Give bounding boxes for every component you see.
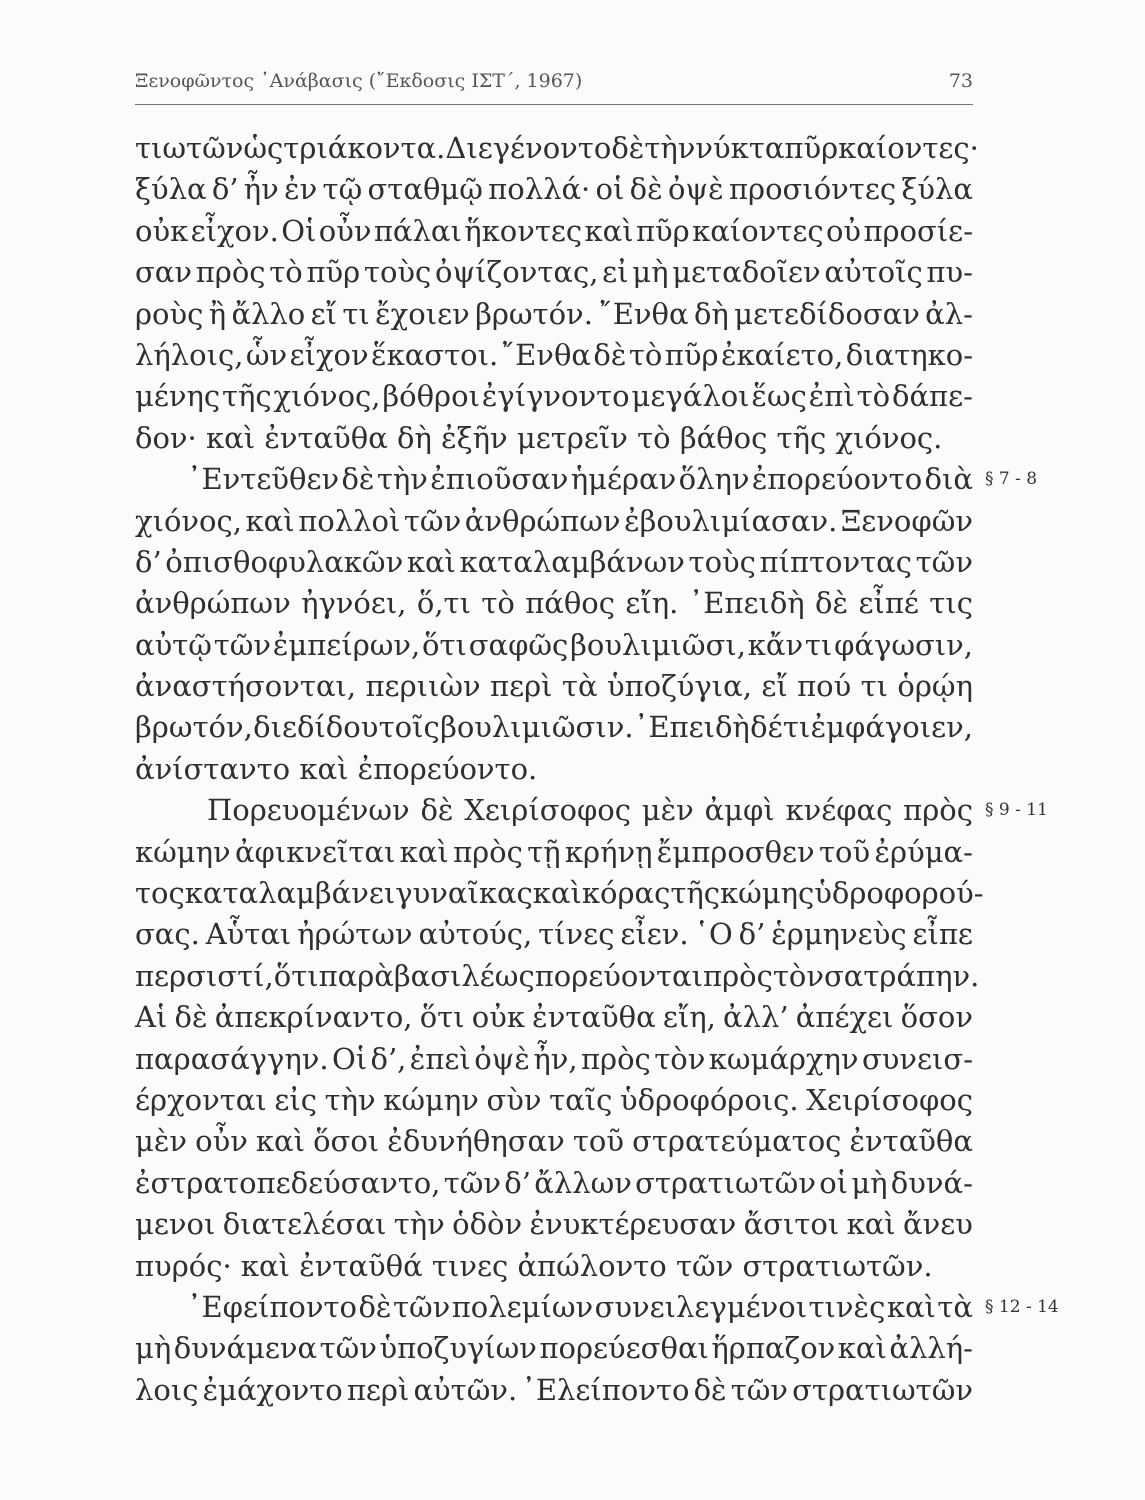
text-line: λοις ἐμάχοντο περὶ αὐτῶν. ᾿Ελείποντο δὲ τῶν στρατιωτῶν — [135, 1372, 973, 1407]
text-line: μὴ δυνάμενα τῶν ὑποζυγίων πορεύεσθαι ἥρπαζον καὶ ἀλλή- — [135, 1331, 973, 1366]
text-line: δ’ ὀπισθοφυλακῶν καὶ καταλαμβάνων τοὺς πίπτοντας τῶν — [135, 544, 973, 579]
text-line: ᾿Εντεῦθεν δὲ τὴν ἐπιοῦσαν ἡμέραν ὅλην ἐπορεύοντο διὰ — [187, 462, 973, 497]
text-line: ροὺς ἢ ἄλλο εἴ τι ἔχοιεν βρωτόν. ῎Ενθα δὴ μετεδίδοσαν ἀλ- — [135, 296, 973, 331]
section-marker: § 7 - 8 — [985, 469, 1038, 490]
text-line: δον· καὶ ἐνταῦθα δὴ ἐξῆν μετρεῖν τὸ βάθος τῆς χιόνος. — [135, 420, 943, 455]
page-number: 73 — [948, 70, 973, 92]
text-line: τιωτῶν ὡς τριάκοντα. Διεγένοντο δὲ τὴν νύκτα πῦρ καίοντες· — [135, 131, 979, 165]
text-line: ξύλα δ’ ἦν ἐν τῷ σταθμῷ πολλά· οἱ δὲ ὀψὲ προσιόντες ξύλα — [135, 172, 973, 207]
text-line: Αἱ δὲ ἀπεκρίναντο, ὅτι οὐκ ἐνταῦθα εἴη, ἀλλ’ ἀπέχει ὅσον — [135, 1000, 973, 1035]
text-line: οὐκ εἶχον. Οἱ οὖν πάλαι ἥκοντες καὶ πῦρ καίοντες οὐ προσίε- — [135, 213, 973, 248]
text-line: μὲν οὖν καὶ ὅσοι ἐδυνήθησαν τοῦ στρατεύματος ἐνταῦθα — [135, 1124, 973, 1159]
text-line: βρωτόν, διεδίδου τοῖς βουλιμιῶσιν. ᾿Επειδὴ δέ τι ἐμφάγοιεν, — [135, 710, 973, 745]
text-line: κώμην ἀφικνεῖται καὶ πρὸς τῇ κρήνῃ ἔμπροσθεν τοῦ ἐρύμα- — [135, 834, 973, 869]
text-line: παρασάγγην. Οἱ δ’, ἐπεὶ ὀψὲ ἦν, πρὸς τὸν κωμάρχην συνεισ- — [135, 1041, 973, 1076]
text-line: σαν πρὸς τὸ πῦρ τοὺς ὀψίζοντας, εἰ μὴ μεταδοῖεν αὐτοῖς πυ- — [135, 255, 973, 290]
section-marker: § 9 - 11 — [985, 800, 1048, 821]
text-line: χιόνος, καὶ πολλοὶ τῶν ἀνθρώπων ἐβουλιμίασαν. Ξενοφῶν — [135, 503, 973, 538]
text-line: μενοι διατελέσαι τὴν ὁδὸν ἐνυκτέρευσαν ἄσιτοι καὶ ἄνευ — [135, 1207, 973, 1242]
text-line: σας. Αὗται ἠρώτων αὐτούς, τίνες εἶεν. ῾Ο δ’ ἑρμηνεὺς εἶπε — [135, 917, 973, 952]
text-line: έρχονται εἰς τὴν κώμην σὺν ταῖς ὑδροφόροις. Χειρίσοφος — [135, 1082, 973, 1117]
text-line: ἐστρατοπεδεύσαντο, τῶν δ’ ἄλλων στρατιωτῶν οἱ μὴ δυνά- — [135, 1165, 973, 1200]
text-line: ἀνθρώπων ἠγνόει, ὅ,τι τὸ πάθος εἴη. ᾿Επειδὴ δὲ εἶπέ τις — [135, 586, 973, 621]
text-line: ἀνίσταντο καὶ ἐπορεύοντο. — [135, 751, 538, 786]
text-line: ᾿Εφείποντο δὲ τῶν πολεμίων συνειλεγμένοι τινὲς καὶ τὰ — [187, 1289, 973, 1324]
running-title: Ξενοφῶντος ᾿Ανάβασις (῎Εκδοσις ΙΣΤ΄, 1967) — [135, 70, 583, 92]
text-line: Πορευομένων δὲ Χειρίσοφος μὲν ἀμφὶ κνέφας πρὸς — [207, 793, 973, 828]
text-line: πυρός· καὶ ἐνταῦθά τινες ἀπώλοντο τῶν στρατιωτῶν. — [135, 1248, 933, 1283]
text-line: αὐτῷ τῶν ἐμπείρων, ὅτι σαφῶς βουλιμιῶσι, κἄν τι φάγωσιν, — [135, 627, 973, 662]
header-rule — [135, 104, 973, 105]
text-line: ἀναστήσονται, περιιὼν περὶ τὰ ὑποζύγια, εἴ πού τι ὁρῴη — [135, 669, 973, 704]
body-text — [135, 128, 984, 1411]
text-line: λήλοις, ὧν εἶχον ἕκαστοι. ῎Ενθα δὲ τὸ πῦρ ἐκαίετο, διατηκο- — [135, 337, 973, 372]
text-line: μένης τῆς χιόνος, βόθροι ἐγίγνοντο μεγάλοι ἕως ἐπὶ τὸ δάπε- — [135, 379, 973, 414]
text-line: τος καταλαμβάνει γυναῖκας καὶ κόρας τῆς κώμης ὑδροφορού- — [135, 876, 984, 911]
running-header — [135, 70, 973, 92]
section-marker: § 12 - 14 — [985, 1297, 1059, 1318]
text-line: περσιστί, ὅτι παρὰ βασιλέως πορεύονται πρὸς τὸν σατράπην. — [135, 958, 980, 993]
